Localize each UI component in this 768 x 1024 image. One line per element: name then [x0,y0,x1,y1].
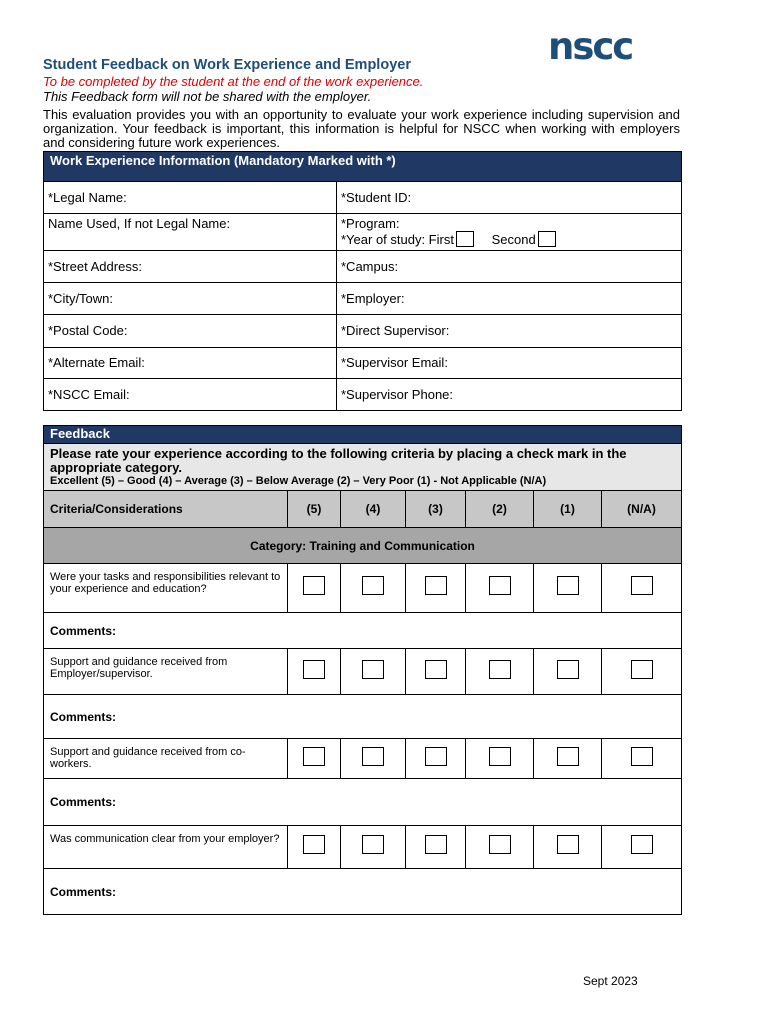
student-id-field[interactable]: *Student ID: [337,182,682,214]
rating-checkbox-3[interactable] [425,747,447,766]
rating-scale: Excellent (5) – Good (4) – Average (3) – Below Average (2) – Very Poor (1) - Not Applicable (N/A) [50,475,547,487]
year-second-checkbox[interactable] [538,231,556,247]
category-heading: Category: Training and Communication [44,528,682,564]
direct-supervisor-field[interactable]: *Direct Supervisor: [337,315,682,348]
col-2: (2) [466,491,534,528]
campus-field[interactable]: *Campus: [337,251,682,283]
rating-checkbox-5[interactable] [303,835,325,854]
rating-checkbox-4[interactable] [362,576,384,595]
comments-field[interactable]: Comments: [44,869,682,915]
rating-checkbox-na[interactable] [631,747,653,766]
year-second-label: Second [491,232,536,247]
question-text: Support and guidance received from co-workers. [44,739,288,779]
rating-checkbox-4[interactable] [362,747,384,766]
feedback-header: Feedback [44,426,682,444]
rating-checkbox-1[interactable] [557,747,579,766]
info-header: Work Experience Information (Mandatory Marked with *) [44,152,682,182]
rating-checkbox-1[interactable] [557,576,579,595]
completion-instruction: To be completed by the student at the end of the work experience. [43,74,424,89]
col-na: (N/A) [602,491,682,528]
legal-name-field[interactable]: *Legal Name: [44,182,337,214]
year-first-label: *Year of study: First [341,232,454,247]
rating-checkbox-na[interactable] [631,660,653,679]
name-used-field[interactable]: Name Used, If not Legal Name: [44,214,337,251]
rating-checkbox-1[interactable] [557,660,579,679]
question-text: Were your tasks and responsibilities relevant to your experience and education? [44,564,288,613]
postal-code-field[interactable]: *Postal Code: [44,315,337,348]
rating-checkbox-5[interactable] [303,747,325,766]
comments-field[interactable]: Comments: [44,613,682,649]
feedback-table [43,425,682,915]
rating-checkbox-3[interactable] [425,576,447,595]
col-5: (5) [288,491,341,528]
alternate-email-field[interactable]: *Alternate Email: [44,348,337,379]
question-row [44,739,682,779]
nscc-email-field[interactable]: *NSCC Email: [44,379,337,411]
rating-instructions [44,444,682,491]
work-experience-info-table [43,151,682,411]
rating-checkbox-2[interactable] [489,576,511,595]
col-1: (1) [534,491,602,528]
question-row [44,826,682,869]
rating-checkbox-na[interactable] [631,576,653,595]
question-row [44,564,682,613]
rating-checkbox-4[interactable] [362,660,384,679]
supervisor-phone-field[interactable]: *Supervisor Phone: [337,379,682,411]
supervisor-email-field[interactable]: *Supervisor Email: [337,348,682,379]
rating-checkbox-5[interactable] [303,576,325,595]
rating-instruction-text: Please rate your experience according to the following criteria by placing a check mark in the appropriate category. [50,446,627,475]
employer-field[interactable]: *Employer: [337,283,682,315]
rating-checkbox-2[interactable] [489,835,511,854]
nscc-logo: nscc [548,25,633,68]
footer-date: Sept 2023 [583,974,638,988]
program-year-cell [337,214,682,251]
question-text: Support and guidance received from Employer/supervisor. [44,649,288,695]
question-row [44,649,682,695]
program-field[interactable]: *Program: [341,216,400,231]
comments-field[interactable]: Comments: [44,779,682,826]
rating-checkbox-5[interactable] [303,660,325,679]
col-4: (4) [341,491,406,528]
page-title: Student Feedback on Work Experience and Employer [43,57,411,73]
year-first-checkbox[interactable] [456,231,474,247]
col-criteria: Criteria/Considerations [44,491,288,528]
privacy-note: This Feedback form will not be shared with the employer. [43,89,372,104]
street-address-field[interactable]: *Street Address: [44,251,337,283]
rating-checkbox-3[interactable] [425,835,447,854]
intro-paragraph: This evaluation provides you with an opportunity to evaluate your work experience including supervision and organization. Your feedback is important, this information is helpful for NSCC when working with employers and considering future work experiences. [43,107,680,150]
question-text: Was communication clear from your employer? [44,826,288,869]
rating-checkbox-4[interactable] [362,835,384,854]
city-town-field[interactable]: *City/Town: [44,283,337,315]
comments-field[interactable]: Comments: [44,695,682,739]
col-3: (3) [406,491,466,528]
rating-checkbox-3[interactable] [425,660,447,679]
rating-checkbox-2[interactable] [489,747,511,766]
year-of-study [341,231,677,247]
rating-checkbox-1[interactable] [557,835,579,854]
rating-checkbox-2[interactable] [489,660,511,679]
rating-checkbox-na[interactable] [631,835,653,854]
